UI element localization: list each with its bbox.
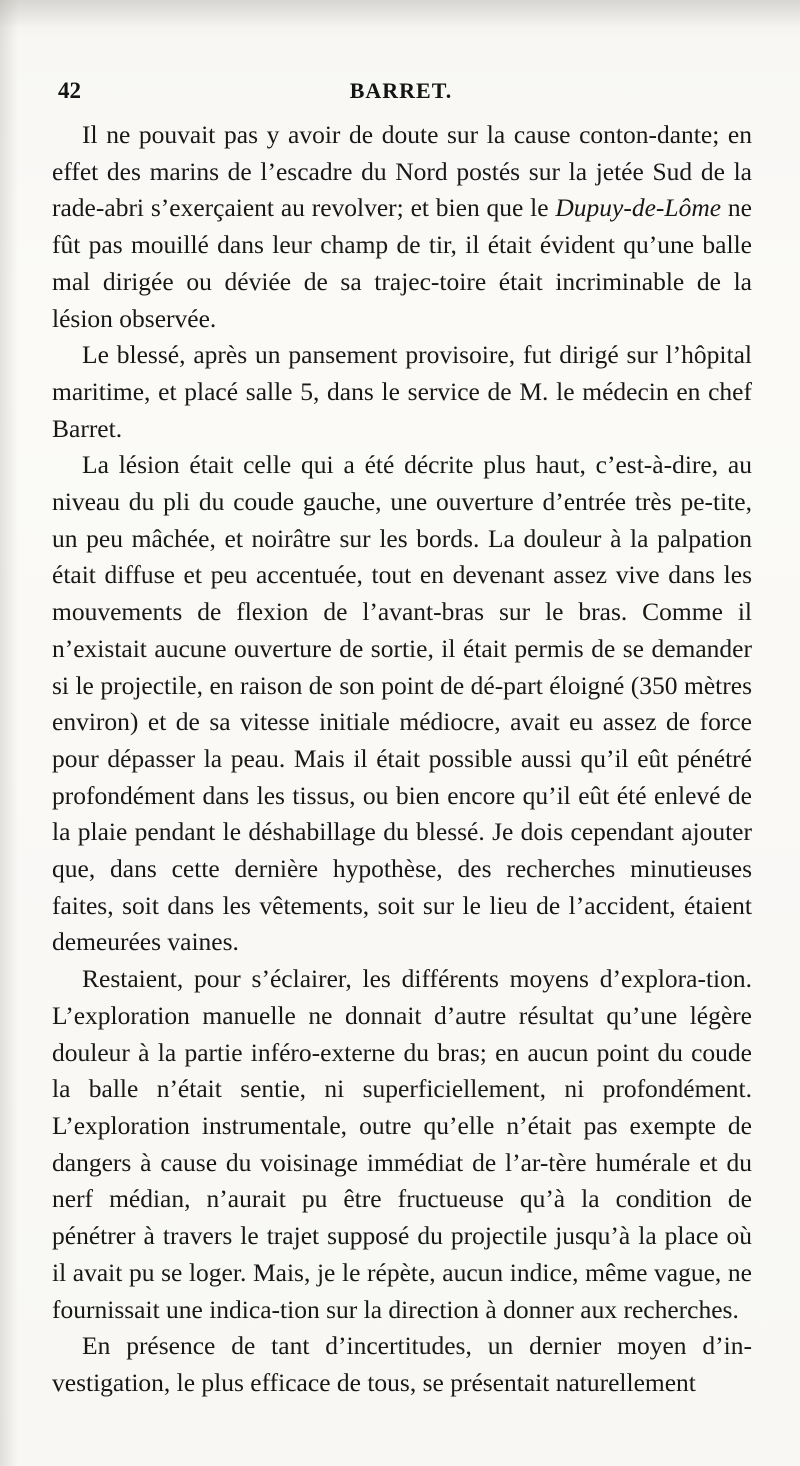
paragraph: En présence de tant d’incertitudes, un dernier moyen d’in-vestigation, le plus efficace de tous, se présentait naturellement bbox=[52, 1331, 752, 1397]
paragraph bbox=[52, 117, 752, 337]
paragraph-text: ne fût pas mouillé dans leur champ de tir, il était évident qu’une balle mal dirigée ou déviée de sa trajec-toire était incriminable de la lésion observée. bbox=[52, 193, 752, 333]
body-text bbox=[52, 117, 752, 1402]
paragraph-text: Il ne pouvait pas y avoir de doute sur la cause conton-dante; en effet des marins de l’escadre du Nord postés sur la jetée Sud de la rade-abri s’exerçaient au revolver; et bien que le bbox=[52, 120, 752, 223]
paragraph: Le blessé, après un pansement provisoire, fut dirigé sur l’hôpital maritime, et placé salle 5, dans le service de M. le médecin en chef Barret. bbox=[52, 340, 752, 443]
running-head bbox=[58, 78, 744, 108]
paragraph: La lésion était celle qui a été décrite plus haut, c’est-à-dire, au niveau du pli du coude gauche, une ouverture d’entrée très pe-tite, un peu mâchée, et noirâtre sur les bords. La douleur à la palpation était diffuse et peu accentuée, tout en devenant assez vive dans les mouvements de flexion de l’avant-bras sur le bras. Comme il n’existait aucune ouverture de sortie, il était permis de se demander si le projectile, en raison de son point de dé-part éloigné (350 mètres environ) et de sa vitesse initiale médiocre, avait eu assez de force pour dépasser la peau. Mais il était possible aussi qu’il eût pénétré profondément dans les tissus, ou bien encore qu’il eût été enlevé de la plaie pendant le déshabillage du blessé. Je dois cependant ajouter que, dans cette dernière hypothèse, des recherches minutieuses faites, soit dans les vêtements, soit sur le lieu de l’accident, étaient demeurées vaines. bbox=[52, 450, 752, 957]
running-title: BARRET. bbox=[349, 78, 453, 103]
page-number: 42 bbox=[58, 78, 81, 103]
ship-name: Dupuy-de-Lôme bbox=[555, 193, 722, 223]
paragraph: Restaient, pour s’éclairer, les différents moyens d’explora-tion. L’exploration manuelle ne donnait d’autre résultat qu’une légère douleur à la partie inféro-externe du bras; en aucun point du coude la balle n’était sentie, ni superficiellement, ni profondément. L’exploration instrumentale, outre qu’elle n’était pas exempte de dangers à cause du voisinage immédiat de l’ar-tère humérale et du nerf médian, n’aurait pu être fructueuse qu’à la condition de pénétrer à travers le trajet supposé du projectile jusqu’à la place où il avait pu se loger. Mais, je le répète, aucun indice, même vague, ne fournissait une indica-tion sur la direction à donner aux recherches. bbox=[52, 964, 752, 1324]
